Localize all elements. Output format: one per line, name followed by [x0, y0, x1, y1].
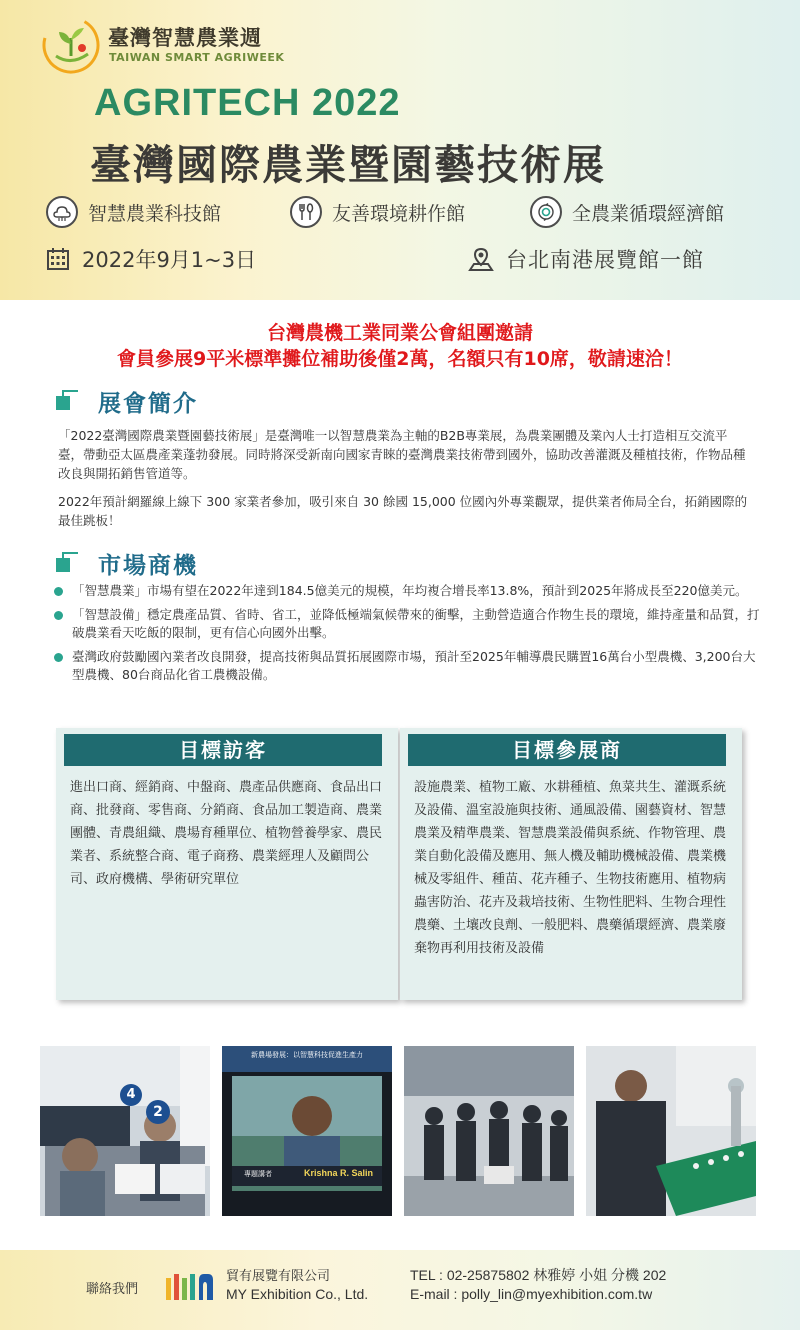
smart-farm-cloud-icon	[46, 196, 78, 228]
company-english-name: MY Exhibition Co., Ltd.	[226, 1286, 369, 1302]
target-exhibitors-body: 設施農業、植物工廠、水耕種植、魚菜共生、灌溉系統及設備、溫室設施與技術、通風設備、園藝資材、智慧農業及精準農業、智慧農業設備與系統、作物管理、農業自動化設備及應用、無人機及輔助機械設備、農業機械及零組件、種苗、花卉種子、生物技術應用、植物病蟲害防治、花卉及栽培技術、生物性肥料、生物合理性農藥、土壤改良劑、一般肥料、農藥循環經濟、農業廢棄物再利用技術及設備	[414, 780, 727, 956]
pavilion-label: 智慧農業科技館	[88, 202, 222, 225]
pavilion-label: 全農業循環經濟館	[572, 202, 725, 225]
section-square-icon	[56, 390, 78, 412]
target-visitors-body: 進出口商、經銷商、中盤商、農產品供應商、食品出口商、批發商、零售商、分銷商、食品加工製造商、農業團體、青農組織、農場育種單位、植物營養學家、農民業者、系統整合商、電子商務、農業經理人及顧問公司、政府機構、學術研究單位	[70, 780, 383, 887]
contact-email-link[interactable]: E-mail : polly_lin@myexhibition.com.tw	[410, 1286, 653, 1302]
intro-paragraph-2: 2022年預計網羅線上線下 300 家業者參加，吸引來自 30 餘國 15,000 位國內外專業觀眾，提供業者佈局全台，拓銷國際的最佳跳板！	[58, 494, 748, 528]
event-header	[0, 0, 800, 300]
booth-number-badge: 2	[146, 1100, 170, 1124]
market-section-heading	[56, 546, 198, 580]
list-item: 「智慧設備」穩定農產品質、省時、省工，並降低極端氣候帶來的衝擊，主動營造適合作物生長的環境，維持產量和品質，打破農業看天吃飯的限制，更有信心向國外出擊。	[50, 606, 760, 642]
photo-delegation-tour	[404, 1046, 574, 1216]
target-exhibitors-box	[400, 728, 742, 1000]
my-exhibition-logo-icon	[166, 1272, 214, 1304]
pavilion-eco-farming	[290, 195, 465, 229]
location-pin-icon	[468, 246, 494, 272]
intro-section-heading	[56, 384, 198, 418]
logo-english-name: TAIWAN SMART AGRIWEEK	[109, 51, 285, 64]
market-title: 市場商機	[98, 552, 198, 579]
pavilion-smart-agri	[46, 195, 221, 229]
target-visitors-box	[56, 728, 398, 1000]
contact-phone[interactable]: TEL : 02-25875802 林雅婷 小姐 分機 202	[410, 1267, 667, 1283]
logo-chinese-name: 臺灣智慧農業週	[108, 26, 262, 50]
calendar-icon	[46, 247, 70, 271]
page-title: 臺灣國際農業暨園藝技術展	[90, 141, 606, 189]
photo-speaker-screen	[222, 1046, 392, 1216]
bullet-dot-icon	[54, 653, 63, 662]
section-square-icon	[56, 552, 78, 574]
list-item: 「智慧農業」市場有望在2022年達到184.5億美元的規模，年均複合增長率13.8%，預計到2025年將成長至220億美元。	[50, 582, 760, 600]
event-name: AGRITECH 2022	[94, 82, 401, 124]
pavilion-label: 友善環境耕作館	[332, 202, 466, 225]
event-venue	[468, 242, 704, 276]
intro-title: 展會簡介	[98, 390, 198, 417]
invitation-line-2: 會員參展9平米標準攤位補助後僅2萬，名額只有10席，敬請速洽！	[117, 348, 683, 370]
bullet-dot-icon	[54, 587, 63, 596]
venue-text: 台北南港展覽館一館	[506, 248, 704, 272]
speaker-name: Krishna R. Salin	[304, 1168, 374, 1178]
market-bullet-list	[50, 582, 760, 690]
recycle-circle-icon	[530, 196, 562, 228]
list-item: 臺灣政府鼓勵國內業者改良開發，提高技術與品質拓展國際市場，預計至2025年輔導農民購置16萬台小型農機、3,200台大型農機、80台商品化省工農機設備。	[50, 648, 760, 684]
contact-footer	[0, 1250, 800, 1330]
event-date	[46, 242, 256, 276]
target-exhibitors-title: 目標參展商	[408, 734, 726, 766]
photo-product-demo	[586, 1046, 756, 1216]
fork-spoon-icon	[290, 196, 322, 228]
target-visitors-title: 目標訪客	[64, 734, 382, 766]
invitation-line-1: 台灣農機工業同業公會組團邀請	[266, 322, 533, 344]
screen-banner-text: 新農場發展：以智慧科技促進生產力	[251, 1051, 363, 1059]
screen-caption-text: 專題講者	[244, 1170, 272, 1178]
pavilion-circular-economy	[530, 195, 724, 229]
photo-exhibition-booth	[40, 1046, 210, 1216]
contact-label: 聯絡我們	[86, 1282, 139, 1297]
bullet-dot-icon	[54, 611, 63, 620]
date-text: 2022年9月1~3日	[82, 248, 257, 272]
company-chinese-name: 貿有展覽有限公司	[226, 1269, 331, 1284]
booth-number-badge: 4	[120, 1084, 142, 1106]
intro-paragraph-1: 「2022臺灣國際農業暨園藝技術展」是臺灣唯一以智慧農業為主軸的B2B專業展，為農業團體及業內人士打造相互交流平臺，帶動亞太區農產業蓬勃發展。同時將深受新南向國家青睞的臺灣農業技術帶到國外，協助改善灌溉及種植技術，作物品種改良與開拓銷售管道等。	[58, 428, 746, 481]
agriweek-logo-icon	[42, 16, 100, 74]
